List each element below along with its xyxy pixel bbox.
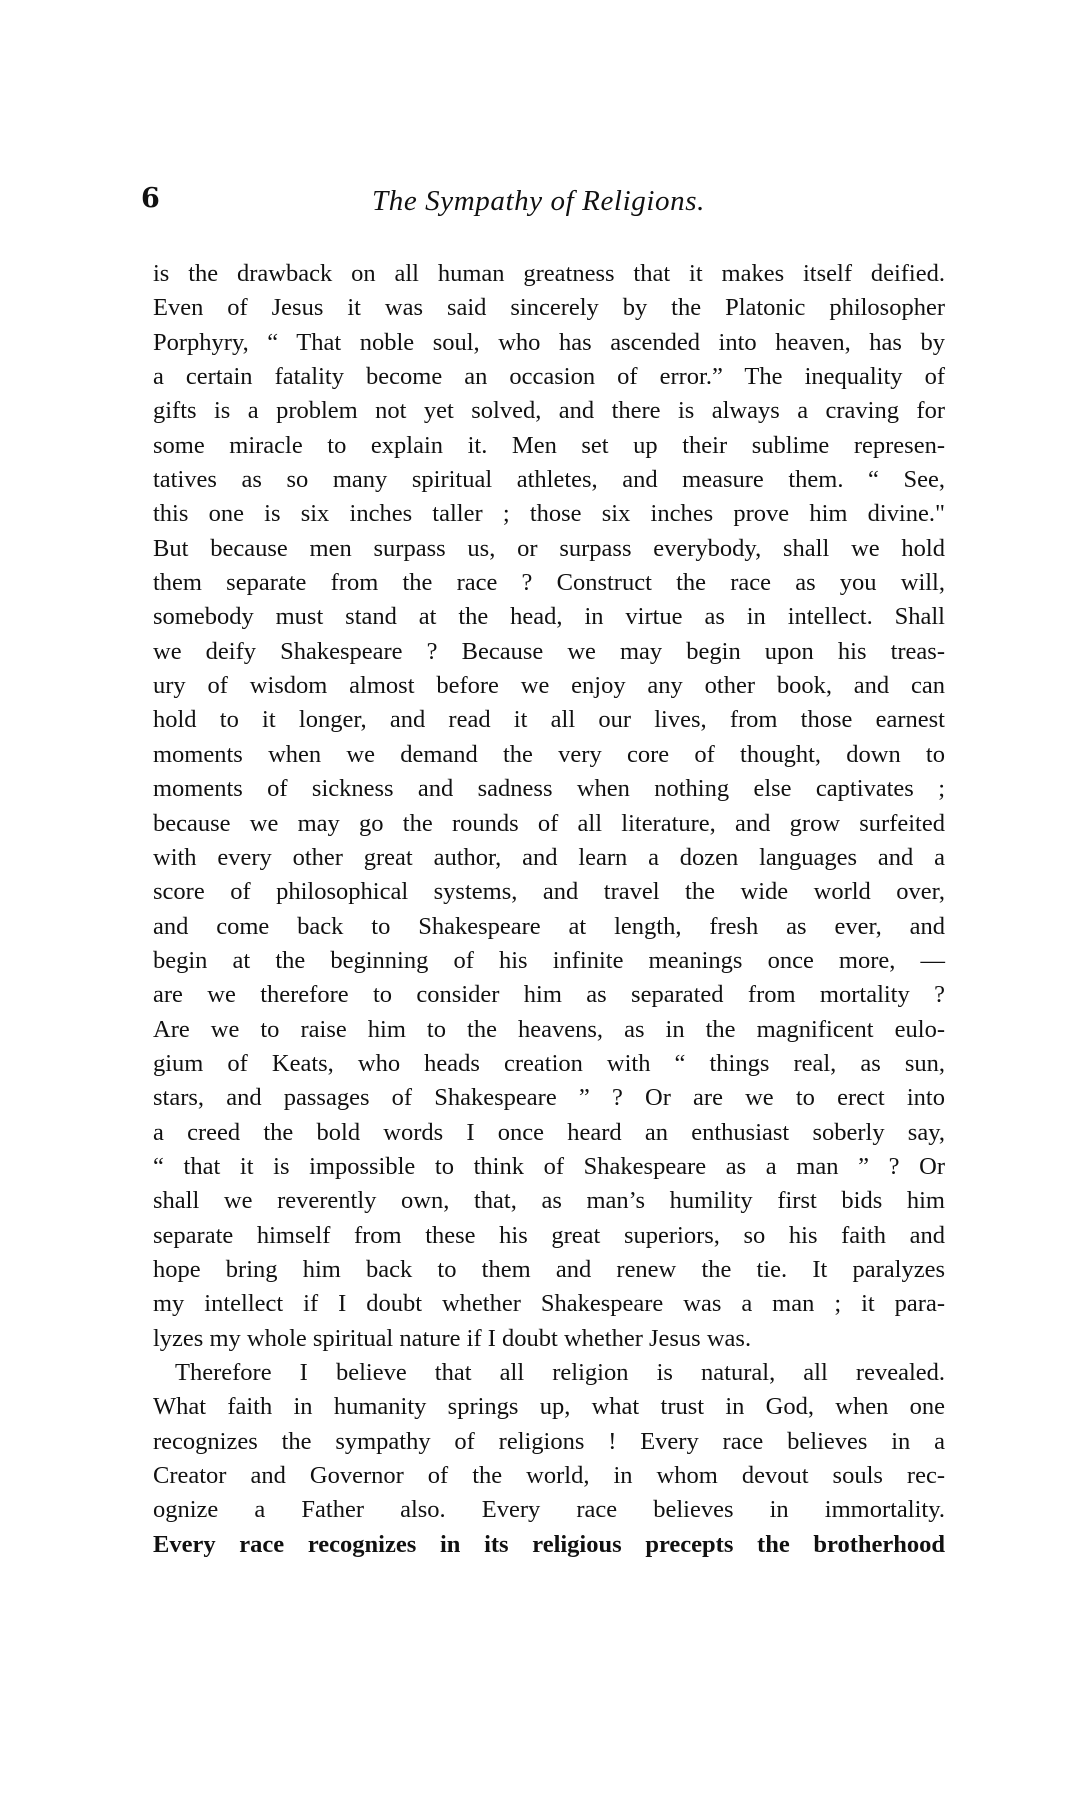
text-line: hold to it longer, and read it all our lives, from those earnest: [153, 706, 945, 734]
text-line: Every race recognizes in its religious precepts the brotherhood: [153, 1530, 945, 1558]
text-line: ury of wisdom almost before we enjoy any other book, and can: [153, 672, 945, 700]
running-title: The Sympathy of Religions.: [372, 185, 705, 217]
text-line: lyzes my whole spiritual nature if I doubt whether Jesus was.: [153, 1324, 752, 1352]
text-line: this one is six inches taller ; those six inches prove him divine.": [153, 500, 945, 528]
text-line: my intellect if I doubt whether Shakespeare was a man ; it para-: [153, 1290, 945, 1318]
text-line: ognize a Father also. Every race believes in immortality.: [153, 1496, 945, 1524]
text-line: What faith in humanity springs up, what trust in God, when one: [153, 1393, 945, 1421]
text-line: Even of Jesus it was said sincerely by the Platonic philosopher: [153, 294, 945, 322]
text-line: separate himself from these his great superiors, so his faith and: [153, 1221, 945, 1249]
text-line: them separate from the race ? Construct the race as you will,: [153, 569, 945, 597]
text-line: a creed the bold words I once heard an enthusiast soberly say,: [153, 1118, 945, 1146]
text-line: some miracle to explain it. Men set up their sublime represen-: [153, 431, 945, 459]
text-line: Porphyry, “ That noble soul, who has ascended into heaven, has by: [153, 328, 945, 356]
text-line: stars, and passages of Shakespeare ” ? Or are we to erect into: [153, 1084, 945, 1112]
text-line: hope bring him back to them and renew the tie. It paralyzes: [153, 1255, 945, 1283]
text-line: moments when we demand the very core of thought, down to: [153, 740, 945, 768]
text-line: tatives as so many spiritual athletes, and measure them. “ See,: [153, 466, 945, 494]
text-line: with every other great author, and learn a dozen languages and a: [153, 843, 945, 871]
text-line: somebody must stand at the head, in virtue as in intellect. Shall: [153, 603, 945, 631]
text-line: moments of sickness and sadness when nothing else captivates ;: [153, 775, 945, 803]
text-line: gifts is a problem not yet solved, and there is always a craving for: [153, 397, 945, 425]
text-line: and come back to Shakespeare at length, fresh as ever, and: [153, 912, 945, 940]
text-line: because we may go the rounds of all literature, and grow surfeited: [153, 809, 945, 837]
text-line: But because men surpass us, or surpass everybody, shall we hold: [153, 534, 945, 562]
text-line: we deify Shakespeare ? Because we may begin upon his treas-: [153, 637, 945, 665]
text-line: score of philosophical systems, and travel the wide world over,: [153, 878, 945, 906]
paragraph: [153, 257, 945, 1356]
text-line: is the drawback on all human greatness that it makes itself deified.: [153, 260, 945, 287]
page-number: 6: [141, 183, 160, 214]
body-text: [153, 257, 945, 1562]
text-line: recognizes the sympathy of religions ! Every race believes in a: [153, 1427, 945, 1455]
text-line: are we therefore to consider him as separated from mortality ?: [153, 981, 945, 1009]
text-line: Therefore I believe that all religion is natural, all revealed.: [175, 1359, 945, 1386]
paragraph: [153, 1356, 945, 1562]
text-line: gium of Keats, who heads creation with “ things real, as sun,: [153, 1049, 945, 1077]
text-line: Creator and Governor of the world, in whom devout souls rec-: [153, 1462, 945, 1490]
text-line: a certain fatality become an occasion of error.” The inequality of: [153, 363, 945, 391]
text-line: Are we to raise him to the heavens, as in the magnificent eulo-: [153, 1015, 945, 1043]
text-line: begin at the beginning of his infinite meanings once more, —: [153, 946, 945, 974]
text-line: “ that it is impossible to think of Shakespeare as a man ” ? Or: [153, 1152, 945, 1180]
text-line: shall we reverently own, that, as man’s humility first bids him: [153, 1187, 945, 1215]
